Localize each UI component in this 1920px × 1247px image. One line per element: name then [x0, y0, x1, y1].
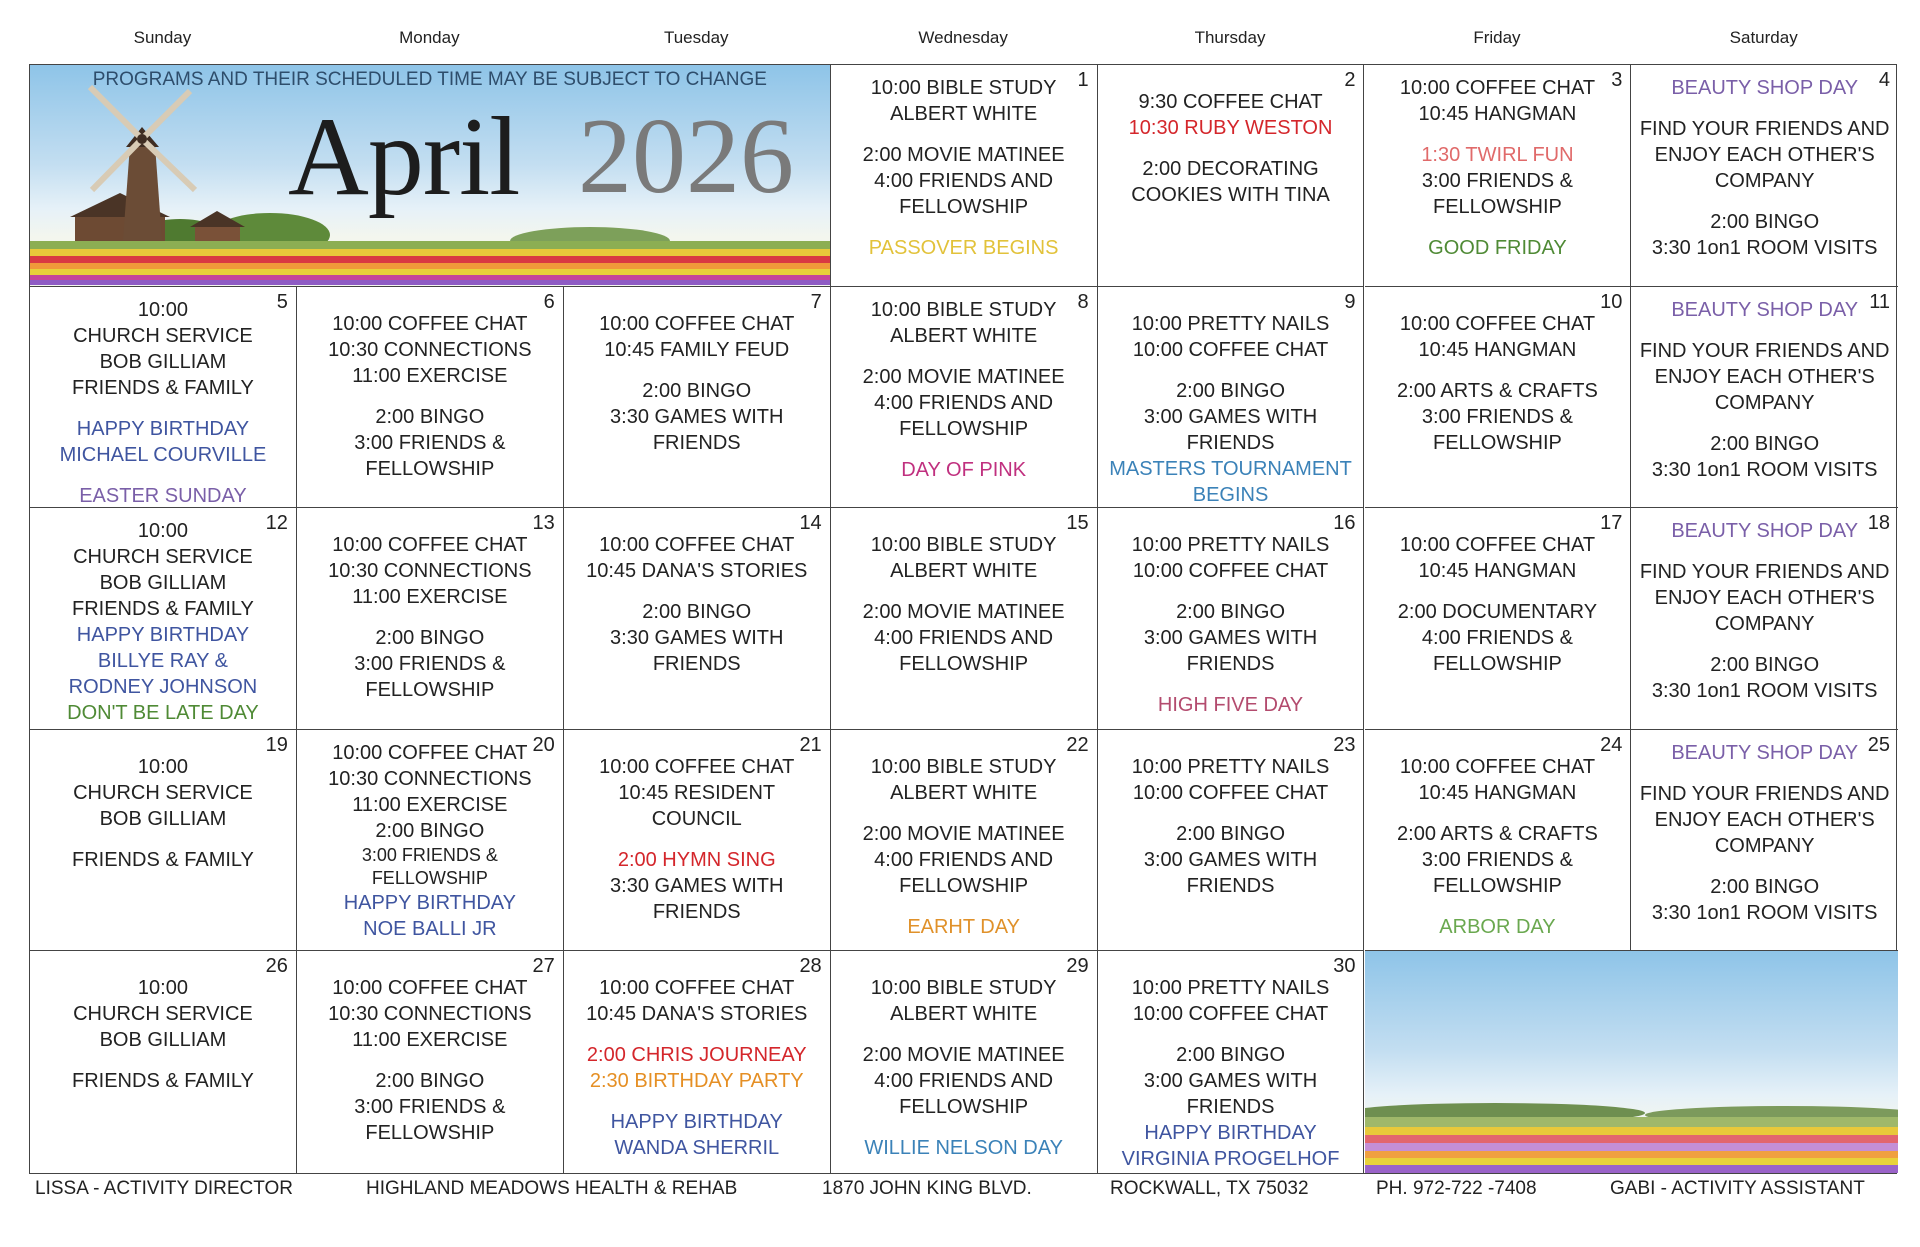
event-line: FELLOWSHIP [365, 457, 495, 480]
event-line: 10:00 COFFEE CHAT [332, 741, 528, 764]
footer-city: ROCKWALL, TX 75032 [1110, 1178, 1309, 1199]
event-line: 10:00 COFFEE CHAT [1132, 338, 1329, 361]
event-line: CHURCH SERVICE [73, 1003, 253, 1026]
date-number: 10 [1600, 290, 1623, 313]
event-line: FELLOWSHIP [1432, 196, 1562, 218]
event-line: COOKIES WITH TINA [1131, 184, 1330, 206]
event-list [1365, 311, 1631, 456]
event-line: 3:00 GAMES WITH [1143, 627, 1318, 650]
event-line: 2:00 BINGO [1710, 875, 1820, 898]
event-line: 10:00 COFFEE CHAT [1399, 534, 1596, 557]
day-cell-20 [297, 730, 564, 952]
event-line: FIND YOUR FRIENDS AND [1639, 339, 1890, 362]
closing-banner [1365, 951, 1899, 1173]
event-line: BEAUTY SHOP DAY [1671, 520, 1859, 543]
event-line: 2:30 BIRTHDAY PARTY [589, 1070, 804, 1093]
event-line: ENJOY EACH OTHER'S [1654, 365, 1875, 388]
event-line: BEAUTY SHOP DAY [1671, 298, 1859, 321]
event-line: DON'T BE LATE DAY [67, 702, 259, 725]
event-line: EASTER SUNDAY [79, 484, 247, 507]
event-line: 4:00 FRIENDS AND [874, 848, 1054, 871]
event-line: 2:00 MOVIE MATINEE [862, 144, 1065, 166]
event-line: 10:00 COFFEE CHAT [1132, 1003, 1329, 1026]
event-line: HAPPY BIRTHDAY [76, 417, 250, 440]
event-line: FELLOWSHIP [899, 653, 1029, 676]
event-list [831, 532, 1097, 677]
event-line: 10:45 DANA'S STORIES [586, 560, 808, 583]
event-line: 10:00 COFFEE CHAT [1132, 781, 1329, 804]
event-line: MICHAEL COURVILLE [59, 443, 267, 466]
event-line: FIND YOUR FRIENDS AND [1639, 561, 1890, 584]
event-line: FELLOWSHIP [899, 417, 1029, 440]
event-line: 11:00 EXERCISE [352, 793, 508, 816]
event-line: FELLOWSHIP [1432, 653, 1562, 676]
event-line: FELLOWSHIP [371, 867, 488, 888]
event-list [1365, 532, 1631, 677]
day-cell-17 [1365, 508, 1632, 730]
month-banner [30, 65, 831, 287]
event-line: ALBERT WHITE [890, 103, 1038, 125]
event-line: WANDA SHERRIL [614, 1137, 780, 1160]
event-line: 2:00 BINGO [1176, 1044, 1285, 1067]
event-line: 3:00 FRIENDS & [361, 844, 498, 865]
event-line: 10:30 CONNECTIONS [328, 1003, 532, 1026]
event-line: FRIENDS [652, 653, 741, 676]
footer-assistant: GABI - ACTIVITY ASSISTANT [1610, 1178, 1865, 1199]
event-line: CHURCH SERVICE [73, 324, 253, 347]
date-number: 24 [1600, 733, 1623, 756]
day-cell-19 [30, 730, 297, 952]
event-line: 10:00 COFFEE CHAT [599, 534, 795, 557]
event-line: 3:00 FRIENDS & [354, 1096, 506, 1119]
event-line: 10:00 COFFEE CHAT [332, 977, 528, 1000]
weekday-monday: Monday [399, 28, 460, 47]
event-list [564, 311, 830, 456]
date-number: 12 [265, 512, 288, 535]
day-cell-21 [564, 730, 831, 952]
event-line: BEAUTY SHOP DAY [1671, 77, 1859, 99]
event-line: 2:00 MOVIE MATINEE [862, 1044, 1065, 1067]
footer-address: 1870 JOHN KING BLVD. [822, 1178, 1032, 1199]
day-cell-14 [564, 508, 831, 730]
event-line: EARHT DAY [907, 915, 1020, 938]
day-cell-3 [1365, 65, 1632, 287]
event-line: 10:00 COFFEE CHAT [1132, 560, 1329, 583]
date-number: 25 [1867, 733, 1890, 756]
event-line: 3:00 FRIENDS & [1421, 848, 1574, 871]
event-line: 4:00 FRIENDS AND [874, 627, 1054, 650]
day-cell-1 [831, 65, 1098, 287]
weekday-thursday: Thursday [1194, 28, 1266, 47]
event-line: ALBERT WHITE [890, 560, 1038, 583]
date-number: 22 [1066, 733, 1089, 756]
day-cell-22 [831, 730, 1098, 952]
date-number: 5 [276, 290, 288, 313]
event-line: 10:00 COFFEE CHAT [599, 312, 795, 335]
date-number: 17 [1600, 512, 1623, 535]
event-line: BILLYE RAY & [97, 650, 228, 673]
event-line: 3:30 GAMES WITH [610, 405, 784, 428]
event-line: 10:00 PRETTY NAILS [1131, 755, 1330, 778]
event-line: 2:00 BINGO [1710, 654, 1820, 677]
weekday-wednesday: Wednesday [918, 28, 1008, 47]
day-cell-25 [1631, 730, 1898, 952]
event-line: 2:00 ARTS & CRAFTS [1397, 379, 1598, 402]
schedule-notice: PROGRAMS AND THEIR SCHEDULED TIME MAY BE SUBJECT TO CHANGE [92, 69, 767, 90]
event-line: 10:00 COFFEE CHAT [1399, 77, 1596, 99]
date-number: 27 [532, 955, 555, 978]
event-line: 3:30 1on1 ROOM VISITS [1651, 680, 1878, 703]
date-number: 18 [1867, 512, 1890, 535]
event-line: FIND YOUR FRIENDS AND [1639, 118, 1890, 140]
event-line: 10:45 HANGMAN [1418, 103, 1577, 125]
event-list [1631, 297, 1898, 483]
day-cell-28 [564, 951, 831, 1173]
event-line: BOB GILLIAM [99, 350, 227, 373]
event-line: COMPANY [1714, 391, 1815, 414]
event-line: 10:00 BIBLE STUDY [870, 298, 1057, 321]
event-list [1098, 532, 1364, 718]
event-line: FELLOWSHIP [1432, 431, 1562, 454]
event-line: FIND YOUR FRIENDS AND [1639, 782, 1890, 805]
date-number: 2 [1344, 69, 1356, 91]
day-cell-24 [1365, 730, 1632, 952]
day-cell-6 [297, 287, 564, 509]
date-number: 30 [1333, 955, 1356, 978]
date-number: 16 [1333, 512, 1356, 535]
event-line: FRIENDS & FAMILY [72, 848, 254, 871]
event-line: COMPANY [1714, 613, 1815, 636]
event-line: 11:00 EXERCISE [352, 586, 508, 609]
date-number: 4 [1878, 69, 1890, 91]
event-line: 10:00 PRETTY NAILS [1131, 534, 1330, 557]
event-line: 2:00 BINGO [1176, 601, 1285, 624]
event-line: DAY OF PINK [901, 458, 1027, 481]
event-line: FRIENDS [652, 900, 741, 923]
event-list [30, 297, 296, 509]
day-cell-5 [30, 287, 297, 509]
event-line: 2:00 MOVIE MATINEE [862, 365, 1065, 388]
event-line: 3:30 GAMES WITH [610, 874, 784, 897]
event-line: WILLIE NELSON DAY [864, 1137, 1063, 1160]
event-line: 10:45 HANGMAN [1418, 781, 1577, 804]
event-line: 10:00 COFFEE CHAT [1399, 755, 1596, 778]
day-cell-9 [1098, 287, 1365, 509]
event-line: FRIENDS [1186, 1096, 1275, 1119]
event-line: FRIENDS [652, 431, 741, 454]
event-line: HAPPY BIRTHDAY [76, 624, 250, 647]
event-line: 10:00 BIBLE STUDY [870, 77, 1057, 99]
event-list [30, 975, 296, 1094]
date-number: 29 [1066, 955, 1089, 978]
day-cell-10 [1365, 287, 1632, 509]
day-cell-4 [1631, 65, 1898, 287]
event-list [1098, 311, 1364, 508]
event-line: FRIENDS [1186, 431, 1275, 454]
event-line: HAPPY BIRTHDAY [610, 1111, 783, 1134]
event-line: 2:00 BINGO [642, 601, 752, 624]
event-list [1631, 75, 1898, 261]
event-line: 3:00 FRIENDS & [1421, 405, 1574, 428]
event-line: ARBOR DAY [1439, 915, 1556, 938]
day-cell-15 [831, 508, 1098, 730]
event-line: 3:00 FRIENDS & [354, 653, 506, 676]
event-line: ENJOY EACH OTHER'S [1654, 587, 1875, 610]
day-cell-7 [564, 287, 831, 509]
day-cell-30 [1098, 951, 1365, 1173]
event-list [1365, 754, 1631, 940]
weekday-sunday: Sunday [133, 28, 192, 47]
calendar-grid [29, 64, 1897, 1174]
event-line: 2:00 CHRIS JOURNEAY [586, 1044, 807, 1067]
event-list [30, 754, 296, 873]
event-list [831, 297, 1097, 483]
day-cell-27 [297, 951, 564, 1173]
event-line: 2:00 BINGO [1176, 822, 1285, 845]
event-line: BOB GILLIAM [99, 1029, 227, 1052]
event-line: ALBERT WHITE [890, 1003, 1038, 1026]
event-line: 10:00 COFFEE CHAT [1399, 312, 1596, 335]
date-number: 26 [265, 955, 288, 978]
day-cell-23 [1098, 730, 1365, 952]
day-cell-16 [1098, 508, 1365, 730]
event-line: 2:00 HYMN SING [617, 848, 776, 871]
day-cell-2 [1098, 65, 1365, 287]
event-line: VIRGINIA PROGELHOF [1121, 1148, 1340, 1171]
day-cell-11 [1631, 287, 1898, 509]
event-line: 10:45 FAMILY FEUD [604, 338, 790, 361]
event-line: 2:00 MOVIE MATINEE [862, 822, 1065, 845]
event-line: 10:30 RUBY WESTON [1128, 117, 1333, 139]
event-line: BEGINS [1192, 483, 1269, 506]
event-line: 11:00 EXERCISE [352, 364, 508, 387]
event-line: FELLOWSHIP [1432, 874, 1562, 897]
weekday-saturday: Saturday [1729, 28, 1798, 47]
event-line: 10:30 CONNECTIONS [328, 338, 532, 361]
day-cell-8 [831, 287, 1098, 509]
event-line: 2:00 BINGO [375, 405, 485, 428]
event-line: FRIENDS [1186, 653, 1275, 676]
event-line: 10:45 DANA'S STORIES [586, 1003, 808, 1026]
event-line: 4:00 FRIENDS & [1421, 627, 1574, 650]
event-line: 1:30 TWIRL FUN [1421, 144, 1574, 166]
event-line: 10:00 COFFEE CHAT [599, 977, 795, 1000]
date-number: 9 [1344, 290, 1356, 313]
event-list [831, 754, 1097, 940]
event-line: 2:00 BINGO [375, 627, 485, 650]
event-line: 4:00 FRIENDS AND [874, 391, 1054, 414]
weekday-friday: Friday [1473, 28, 1521, 47]
event-line: 10:00 [137, 977, 188, 1000]
date-number: 1 [1077, 69, 1089, 91]
event-line: 10:00 COFFEE CHAT [332, 534, 528, 557]
event-list [1098, 754, 1364, 899]
footer-facility: HIGHLAND MEADOWS HEALTH & REHAB [366, 1178, 738, 1199]
footer-director: LISSA - ACTIVITY DIRECTOR [35, 1178, 293, 1199]
tulip-field-image [1365, 951, 1899, 1173]
month-title: April [288, 95, 520, 219]
date-number: 19 [265, 733, 288, 756]
event-list [564, 754, 830, 925]
event-line: ALBERT WHITE [890, 781, 1038, 804]
event-line: MASTERS TOURNAMENT [1109, 457, 1352, 480]
day-cell-29 [831, 951, 1098, 1173]
event-line: ALBERT WHITE [890, 324, 1038, 347]
event-line: FRIENDS [1186, 874, 1275, 897]
event-line: HIGH FIVE DAY [1157, 694, 1304, 717]
event-list [1631, 740, 1898, 926]
day-cell-12 [30, 508, 297, 730]
event-line: HAPPY BIRTHDAY [343, 891, 516, 914]
event-list [1098, 89, 1364, 208]
date-number: 7 [810, 290, 822, 313]
event-line: COMPANY [1714, 170, 1815, 192]
event-line: 10:00 COFFEE CHAT [332, 312, 528, 335]
day-cell-26 [30, 951, 297, 1173]
event-line: 2:00 MOVIE MATINEE [862, 601, 1065, 624]
event-line: 2:00 BINGO [1176, 379, 1285, 402]
event-list [297, 532, 563, 703]
event-line: COMPANY [1714, 834, 1815, 857]
event-line: 10:45 HANGMAN [1418, 560, 1577, 583]
event-line: 10:00 BIBLE STUDY [870, 977, 1057, 1000]
date-number: 11 [1869, 290, 1890, 313]
event-line: FELLOWSHIP [365, 679, 495, 702]
day-cell-13 [297, 508, 564, 730]
event-line: 2:00 DECORATING [1142, 158, 1319, 180]
day-cell-18 [1631, 508, 1898, 730]
event-line: 9:30 COFFEE CHAT [1138, 91, 1323, 113]
event-line: 10:00 [137, 755, 188, 778]
event-line: BOB GILLIAM [99, 807, 227, 830]
event-line: 2:00 BINGO [375, 819, 485, 842]
event-list [297, 311, 563, 482]
event-line: 3:00 GAMES WITH [1143, 1070, 1318, 1093]
event-line: 3:30 1on1 ROOM VISITS [1651, 458, 1878, 481]
date-number: 28 [799, 955, 822, 978]
event-line: FRIENDS & FAMILY [72, 376, 254, 399]
date-number: 3 [1611, 69, 1623, 91]
event-line: BEAUTY SHOP DAY [1671, 741, 1859, 764]
event-line: BOB GILLIAM [99, 572, 227, 595]
event-line: 4:00 FRIENDS AND [874, 1070, 1054, 1093]
event-line: 10:00 [137, 298, 188, 321]
event-line: 10:00 BIBLE STUDY [870, 755, 1057, 778]
date-number: 21 [799, 733, 822, 756]
event-list [297, 975, 563, 1146]
event-line: 10:45 RESIDENT [618, 781, 776, 804]
event-line: 2:00 BINGO [375, 1070, 485, 1093]
event-line: 3:00 FRIENDS & [1421, 170, 1574, 192]
event-line: 3:00 GAMES WITH [1143, 848, 1318, 871]
date-number: 15 [1066, 512, 1089, 535]
event-line: 10:00 BIBLE STUDY [870, 534, 1057, 557]
event-line: 11:00 EXERCISE [352, 1029, 508, 1052]
event-line: RODNEY JOHNSON [68, 676, 258, 699]
event-list [564, 975, 830, 1161]
event-line: GOOD FRIDAY [1428, 237, 1567, 259]
event-line: 3:00 GAMES WITH [1143, 405, 1318, 428]
date-number: 20 [532, 733, 555, 756]
event-line: 2:00 DOCUMENTARY [1397, 601, 1598, 624]
event-line: 10:00 [137, 520, 188, 543]
event-line: FELLOWSHIP [899, 196, 1029, 218]
event-line: 3:30 1on1 ROOM VISITS [1651, 237, 1878, 259]
event-list [30, 518, 296, 726]
date-number: 13 [532, 512, 555, 535]
event-line: ENJOY EACH OTHER'S [1654, 808, 1875, 831]
event-line: 10:30 CONNECTIONS [328, 767, 532, 790]
weekday-tuesday: Tuesday [663, 28, 729, 47]
year-title: 2026 [578, 97, 794, 216]
event-line: CHURCH SERVICE [73, 781, 253, 804]
event-line: NOE BALLI JR [363, 917, 497, 940]
event-list [831, 975, 1097, 1161]
date-number: 14 [799, 512, 822, 535]
event-line: 4:00 FRIENDS AND [874, 170, 1054, 192]
event-line: 3:00 FRIENDS & [354, 431, 506, 454]
event-line: COUNCIL [651, 807, 742, 830]
event-line: 2:00 BINGO [1710, 432, 1820, 455]
event-line: FELLOWSHIP [365, 1122, 495, 1145]
date-number: 23 [1333, 733, 1356, 756]
event-line: HAPPY BIRTHDAY [1144, 1122, 1317, 1145]
date-number: 8 [1077, 290, 1089, 313]
event-line: FELLOWSHIP [899, 874, 1029, 897]
event-line: FRIENDS & FAMILY [72, 598, 254, 621]
event-line: 10:00 COFFEE CHAT [599, 755, 795, 778]
date-number: 6 [543, 290, 555, 313]
event-list [297, 740, 563, 942]
event-line: PASSOVER BEGINS [868, 237, 1059, 259]
event-list [1631, 518, 1898, 704]
event-list [564, 532, 830, 677]
event-line: 2:00 BINGO [1710, 211, 1820, 233]
event-line: 3:30 GAMES WITH [610, 627, 784, 650]
event-line: 10:00 PRETTY NAILS [1131, 977, 1330, 1000]
event-line: FELLOWSHIP [899, 1096, 1029, 1119]
event-list [1365, 75, 1631, 261]
event-line: 3:30 1on1 ROOM VISITS [1651, 901, 1878, 924]
event-line: 10:30 CONNECTIONS [328, 560, 532, 583]
event-line: 2:00 ARTS & CRAFTS [1397, 822, 1598, 845]
event-line: 10:45 HANGMAN [1418, 338, 1577, 361]
event-line: 10:00 PRETTY NAILS [1131, 312, 1330, 335]
event-line: FRIENDS & FAMILY [72, 1070, 254, 1093]
event-list [831, 75, 1097, 261]
event-line: 2:00 BINGO [642, 379, 752, 402]
event-list [1098, 975, 1364, 1172]
event-line: ENJOY EACH OTHER'S [1654, 144, 1875, 166]
footer-phone: PH. 972-722 -7408 [1376, 1178, 1537, 1199]
event-line: CHURCH SERVICE [73, 546, 253, 569]
